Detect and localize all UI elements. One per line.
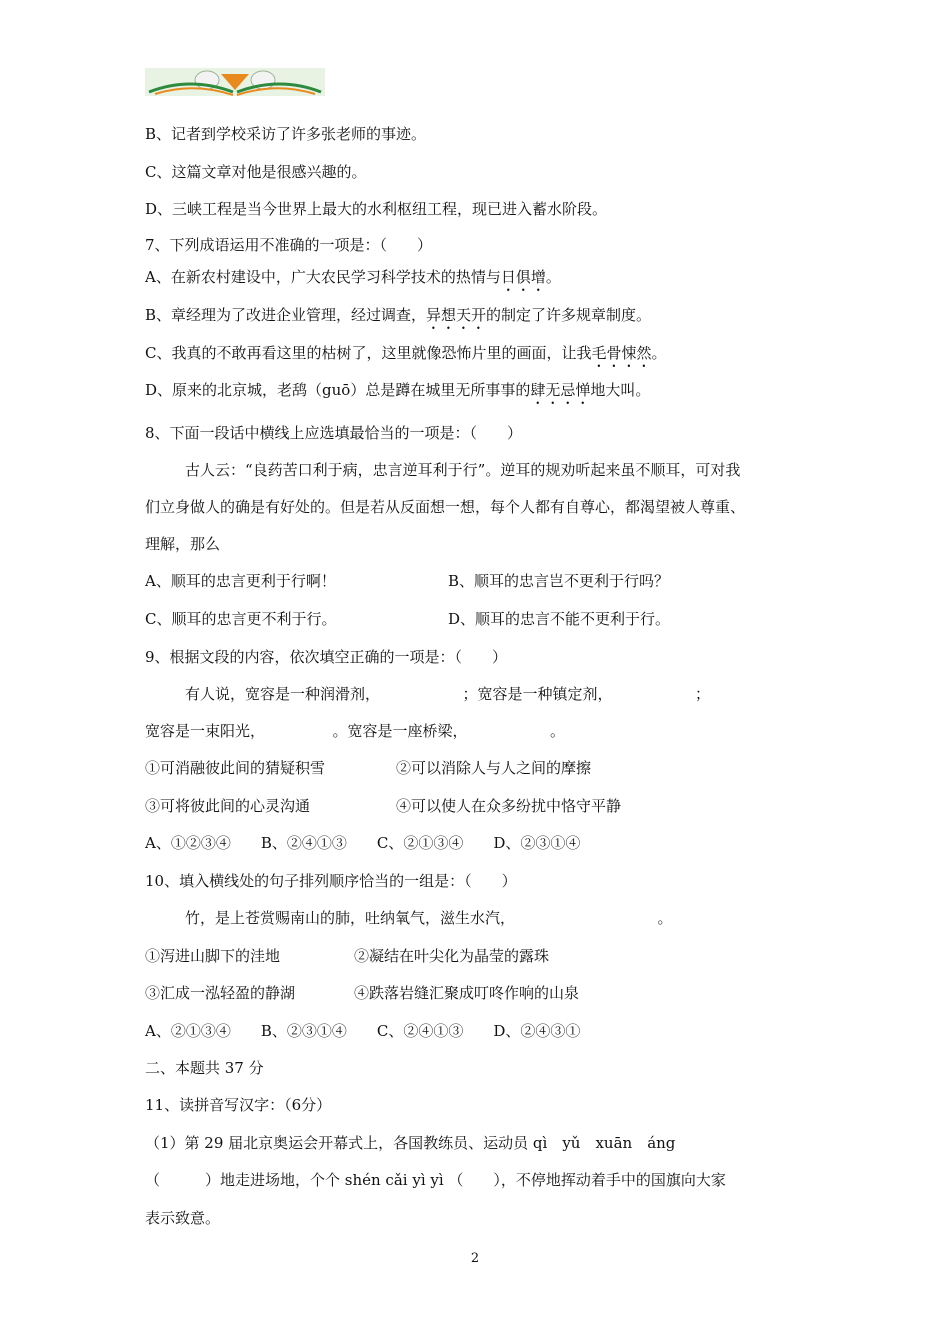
q7-c-text: C、我真的不敢再看这里的枯树了，这里就像恐怖片里的画面，让我 [145, 344, 592, 362]
q11-stem: 11、读拼音写汉字：（6分） [145, 1096, 332, 1114]
q8-option-a: A、顺耳的忠言更利于行啊！ [145, 572, 336, 590]
q7-b-text: B、章经理为了改进企业管理，经过调查， [145, 306, 427, 324]
q7-option-c [145, 343, 667, 371]
q9-item-1: ①可消融彼此间的猜疑积雪 [145, 759, 326, 777]
q7-b-idiom: 异想天开 [426, 306, 487, 324]
header-logo [145, 68, 325, 96]
q7-stem: 7、下列成语运用不准确的一项是：（ ） [145, 236, 433, 254]
q10-item-2: ②凝结在叶尖化为晶莹的露珠 [354, 947, 550, 965]
q7-a-end: 。 [545, 268, 561, 286]
q8-option-c: C、顺耳的忠言更不利于行。 [145, 610, 337, 628]
q6-option-c: C、这篇文章对他是很感兴趣的。 [145, 163, 367, 181]
q8-passage-line-1: 古人云：“良药苦口利于病，忠言逆耳利于行”。逆耳的规劝听起来虽不顺耳，可对我 [185, 461, 741, 479]
page-number: 2 [470, 1251, 480, 1266]
q8-passage-line-2: 们立身做人的确是有好处的。但是若从反面想一想，每个人都有自尊心，都渴望被人尊重、 [145, 498, 746, 516]
q8-stem: 8、下面一段话中横线上应选填最恰当的一项是：（ ） [145, 424, 523, 442]
q11-sub1-line-3: 表示致意。 [145, 1209, 221, 1227]
q9-answers: A、①②③④ B、②④①③ C、②①③④ D、②③①④ [145, 834, 581, 852]
q9-item-4: ④可以使人在众多纷扰中恪守平静 [396, 797, 622, 815]
q9-item-2: ②可以消除人与人之间的摩擦 [396, 759, 592, 777]
q10-item-3: ③汇成一泓轻盈的静湖 [145, 984, 296, 1002]
q6-option-d: D、三峡工程是当今世界上最大的水利枢纽工程，现已进入蓄水阶段。 [145, 200, 608, 218]
q11-sub1-line-1: （1）第 29 届北京奥运会开幕式上，各国教练员、运动员 qì yǔ xuān áng [145, 1134, 676, 1152]
q10-stem: 10、填入横线处的句子排列顺序恰当的一组是：（ ） [145, 872, 517, 890]
q9-item-3: ③可将彼此间的心灵沟通 [145, 797, 311, 815]
q7-d-idiom: 肆无忌惮 [530, 381, 591, 399]
q9-passage-line-2: 宽容是一束阳光， 。宽容是一座桥梁， 。 [145, 722, 566, 740]
q7-option-a [145, 267, 561, 295]
q10-item-1: ①泻进山脚下的洼地 [145, 947, 281, 965]
q8-passage-line-3: 理解，那么 [145, 535, 221, 553]
q8-option-b: B、顺耳的忠言岂不更利于行吗？ [448, 572, 670, 590]
q7-c-idiom: 毛骨悚然 [591, 344, 652, 362]
q7-c-end: 。 [651, 344, 667, 362]
q8-option-d: D、顺耳的忠言不能不更利于行。 [448, 610, 671, 628]
section-two-heading: 二、本题共 37 分 [145, 1059, 264, 1077]
q9-passage-line-1: 有人说，宽容是一种润滑剂， ；宽容是一种镇定剂， ； [185, 685, 711, 703]
q10-item-4: ④跌落岩缝汇聚成叮咚作响的山泉 [354, 984, 580, 1002]
q6-option-b: B、记者到学校采访了许多张老师的事迹。 [145, 125, 427, 143]
q10-answers: A、②①③④ B、②③①④ C、②④①③ D、②④③① [145, 1022, 581, 1040]
q7-a-text: A、在新农村建设中，广大农民学习科学技术的热情与 [145, 268, 501, 286]
q7-b-end: 的制定了许多规章制度。 [486, 306, 652, 324]
q7-option-b [145, 305, 651, 333]
q7-d-end: 地大叫。 [590, 381, 651, 399]
q7-a-idiom: 日俱增 [500, 268, 546, 286]
q7-d-text: D、原来的北京城，老鸹（guō）总是蹲在城里无所事事的 [145, 381, 531, 399]
q9-stem: 9、根据文段的内容，依次填空正确的一项是：（ ） [145, 648, 508, 666]
q7-option-d [145, 380, 650, 408]
q10-passage: 竹，是上苍赏赐南山的肺，吐纳氧气，滋生水汽， 。 [185, 909, 673, 927]
q11-sub1-line-2: （ ）地走进场地，个个 shén cǎi yì yì （ ），不停地挥动着手中的国旗向大家 [145, 1171, 726, 1189]
